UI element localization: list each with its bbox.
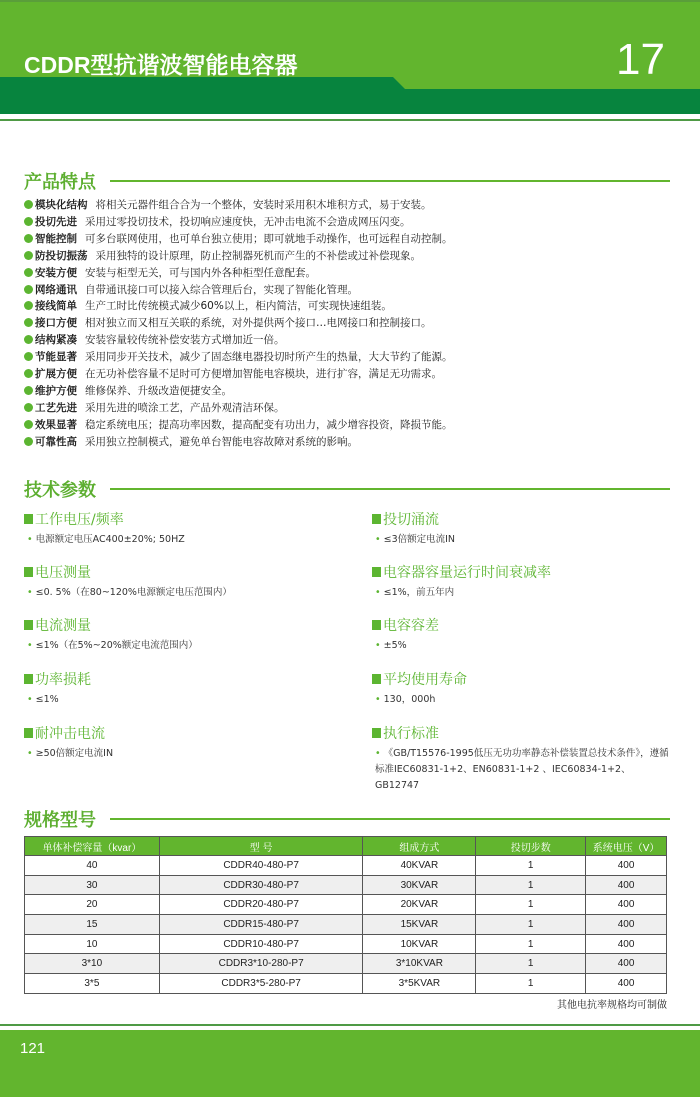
feature-desc: 相对独立而又相互关联的系统，对外提供两个接口…电网接口和控制接口。 — [85, 317, 432, 330]
table-header-row — [25, 837, 667, 856]
table-cell: 3*10 — [25, 954, 160, 974]
param-name: 电压测量 — [35, 565, 91, 581]
bullet-icon: • — [27, 694, 33, 705]
tech-param — [24, 669, 344, 708]
param-name: 功率损耗 — [35, 672, 91, 688]
feature-item — [24, 298, 453, 315]
specs-note: 其他电抗率规格均可制做 — [557, 1000, 667, 1011]
bullet-icon — [24, 437, 33, 446]
bullet-icon: • — [27, 587, 33, 598]
table-cell: 3*5 — [25, 974, 160, 994]
table-row — [25, 934, 667, 954]
table-row — [25, 915, 667, 935]
param-name: 平均使用寿命 — [383, 672, 467, 688]
param-name: 耐冲击电流 — [35, 726, 105, 742]
param-heading — [24, 615, 344, 635]
bullet-icon — [24, 200, 33, 209]
param-value-text: ≤0. 5%（在80~120%电源额定电压范围内） — [35, 587, 232, 598]
table-cell: 400 — [586, 974, 667, 994]
param-value — [372, 746, 672, 794]
bullet-icon — [24, 403, 33, 412]
param-value — [372, 638, 672, 654]
table-cell: 1 — [476, 875, 586, 895]
param-heading — [372, 562, 672, 582]
param-value-text: 电源额定电压AC400±20%; 50HZ — [35, 534, 185, 545]
bullet-icon — [24, 369, 33, 378]
bullet-icon: • — [375, 748, 381, 759]
header-divider — [0, 119, 700, 121]
feature-desc: 采用先进的喷涂工艺，产品外观清洁环保。 — [85, 401, 285, 414]
features-list — [24, 197, 453, 451]
feature-item — [24, 197, 453, 214]
feature-item — [24, 248, 453, 265]
table-cell: 1 — [476, 954, 586, 974]
feature-desc: 可多台联网使用，也可单台独立使用；即可就地手动操作，也可远程自动控制。 — [85, 232, 453, 245]
feature-desc: 将相关元器件组合合为一个整体，安装时采用积木堆积方式，易于安装。 — [95, 199, 432, 211]
bullet-icon: • — [375, 640, 381, 651]
divider — [110, 180, 670, 182]
divider — [110, 488, 670, 490]
table-cell: 30 — [25, 875, 160, 895]
page-number: 121 — [20, 1040, 46, 1057]
column-header: 系统电压（V） — [586, 837, 667, 856]
square-bullet-icon — [372, 514, 381, 524]
table-cell: 10KVAR — [363, 934, 476, 954]
table-cell: CDDR40-480-P7 — [159, 856, 363, 876]
bullet-icon — [24, 352, 33, 361]
table-cell: 400 — [586, 875, 667, 895]
page-footer — [0, 1030, 700, 1097]
bullet-icon: • — [27, 640, 33, 651]
square-bullet-icon — [372, 620, 381, 630]
page-header — [0, 0, 700, 112]
table-row — [25, 856, 667, 876]
feature-item — [24, 349, 453, 366]
square-bullet-icon — [24, 728, 33, 738]
param-value-text: ≤1%（在5%~20%额定电流范围内） — [35, 640, 198, 651]
tech-param — [24, 615, 344, 654]
param-value — [24, 532, 344, 548]
feature-item — [24, 366, 453, 383]
param-heading — [24, 669, 344, 689]
bullet-icon — [24, 420, 33, 429]
section-tech-heading — [24, 476, 670, 502]
bullet-icon — [24, 234, 33, 243]
param-heading — [24, 562, 344, 582]
tech-param — [372, 669, 672, 708]
section-title: 规格型号 — [24, 810, 96, 831]
feature-desc: 采用同步开关技术，减少了固态继电器投切时所产生的热量，大大节约了能源。 — [85, 351, 453, 364]
bullet-icon: • — [375, 694, 381, 705]
section-specs-heading — [24, 806, 670, 832]
feature-name: 接线简单 — [35, 300, 77, 313]
feature-name: 接口方便 — [35, 317, 77, 330]
bullet-icon — [24, 251, 33, 260]
feature-name: 效果显著 — [35, 418, 77, 431]
table-cell: 1 — [476, 895, 586, 915]
header-band — [0, 77, 700, 114]
table-cell: 10 — [25, 934, 160, 954]
column-header: 投切步数 — [476, 837, 586, 856]
param-heading — [24, 509, 344, 529]
bullet-icon — [24, 318, 33, 327]
bullet-icon — [24, 285, 33, 294]
feature-item — [24, 383, 453, 400]
table-cell: 400 — [586, 895, 667, 915]
table-cell: 400 — [586, 934, 667, 954]
feature-desc: 采用过零投切技术，投切响应速度快，无冲击电流不会造成网压闪变。 — [85, 215, 411, 228]
square-bullet-icon — [372, 728, 381, 738]
feature-name: 安装方便 — [35, 266, 77, 279]
section-title: 产品特点 — [24, 172, 96, 193]
tech-param — [372, 562, 672, 601]
bullet-icon: • — [375, 534, 381, 545]
feature-desc: 生产工时比传统模式减少60%以上，柜内简洁，可实现快速组装。 — [85, 300, 392, 313]
param-value-text: 《GB/T15576-1995低压无功功率静态补偿装置总技术条件》，遵循标准IEC60831-1+2、EN60831-1+2 、IEC60834-1+2、GB12747 — [375, 748, 669, 791]
bullet-icon — [24, 386, 33, 395]
square-bullet-icon — [24, 620, 33, 630]
param-heading — [372, 615, 672, 635]
table-cell: 20 — [25, 895, 160, 915]
param-value-text: ≤1%，前五年内 — [383, 587, 455, 598]
param-value-text: ≤1% — [35, 694, 59, 705]
bullet-icon — [24, 217, 33, 226]
param-name: 电容容差 — [383, 618, 439, 634]
bullet-icon: • — [27, 748, 33, 759]
feature-desc: 安装与柜型无关，可与国内外各种柜型任意配套。 — [85, 266, 316, 279]
param-heading — [372, 669, 672, 689]
param-value — [372, 585, 672, 601]
table-cell: 3*5KVAR — [363, 974, 476, 994]
table-cell: CDDR20-480-P7 — [159, 895, 363, 915]
table-cell: 1 — [476, 915, 586, 935]
column-header: 单体补偿容量（kvar） — [25, 837, 160, 856]
param-value-text: 130，000h — [383, 694, 436, 705]
param-name: 电容器容量运行时间衰减率 — [383, 565, 551, 581]
table-cell: 15KVAR — [363, 915, 476, 935]
table-row — [25, 875, 667, 895]
section-title: 技术参数 — [24, 480, 96, 501]
table-cell: CDDR3*10-280-P7 — [159, 954, 363, 974]
param-value — [24, 638, 344, 654]
table-row — [25, 895, 667, 915]
feature-item — [24, 400, 453, 417]
tech-param — [24, 562, 344, 601]
table-cell: 3*10KVAR — [363, 954, 476, 974]
param-value-text: ±5% — [383, 640, 407, 651]
param-value-text: ≤3倍额定电流IN — [383, 534, 456, 545]
feature-item — [24, 434, 453, 451]
table-row — [25, 954, 667, 974]
feature-name: 网络通讯 — [35, 283, 77, 296]
param-name: 投切涌流 — [383, 512, 439, 528]
bullet-icon: • — [27, 534, 33, 545]
feature-desc: 自带通讯接口可以接入综合管理后台，实现了智能化管理。 — [85, 283, 358, 296]
section-features-heading — [24, 168, 670, 194]
param-value — [372, 532, 672, 548]
param-value — [372, 692, 672, 708]
square-bullet-icon — [24, 674, 33, 684]
param-heading — [24, 723, 344, 743]
feature-item — [24, 214, 453, 231]
feature-name: 投切先进 — [35, 215, 77, 228]
feature-name: 防投切振荡 — [35, 249, 88, 262]
table-cell: 15 — [25, 915, 160, 935]
table-cell: 400 — [586, 954, 667, 974]
bullet-icon — [24, 268, 33, 277]
param-value — [24, 585, 344, 601]
square-bullet-icon — [24, 567, 33, 577]
feature-name: 节能显著 — [35, 351, 77, 364]
table-cell: CDDR30-480-P7 — [159, 875, 363, 895]
table-cell: 40KVAR — [363, 856, 476, 876]
table-cell: CDDR10-480-P7 — [159, 934, 363, 954]
feature-desc: 在无功补偿容量不足时可方便增加智能电容模块，进行扩容，满足无功需求。 — [85, 368, 442, 381]
tech-param — [24, 509, 344, 548]
param-heading — [372, 509, 672, 529]
bullet-icon — [24, 301, 33, 310]
feature-name: 智能控制 — [35, 232, 77, 245]
feature-name: 工艺先进 — [35, 401, 77, 414]
column-header: 组成方式 — [363, 837, 476, 856]
page-title: CDDR型抗谐波智能电容器 — [24, 52, 298, 78]
param-name: 执行标准 — [383, 726, 439, 742]
column-header: 型 号 — [159, 837, 363, 856]
feature-item — [24, 332, 453, 349]
feature-name: 扩展方便 — [35, 368, 77, 381]
table-cell: 20KVAR — [363, 895, 476, 915]
tech-param — [372, 723, 672, 794]
tech-param — [372, 615, 672, 654]
table-cell: 1 — [476, 934, 586, 954]
feature-item — [24, 282, 453, 299]
feature-item — [24, 231, 453, 248]
param-value — [24, 692, 344, 708]
table-cell: 40 — [25, 856, 160, 876]
square-bullet-icon — [372, 567, 381, 577]
feature-item — [24, 417, 453, 434]
square-bullet-icon — [372, 674, 381, 684]
table-cell: 30KVAR — [363, 875, 476, 895]
param-value-text: ≥50倍额定电流IN — [35, 748, 114, 759]
table-cell: 1 — [476, 974, 586, 994]
feature-name: 结构紧凑 — [35, 334, 77, 347]
feature-item — [24, 315, 453, 332]
tech-param — [24, 723, 344, 762]
table-row — [25, 974, 667, 994]
feature-item — [24, 265, 453, 282]
param-heading — [372, 723, 672, 743]
divider — [110, 818, 670, 820]
bullet-icon: • — [375, 587, 381, 598]
footer-divider — [0, 1024, 700, 1026]
feature-desc: 稳定系统电压；提高功率因数，提高配变有功出力，减少增容投资，降损节能。 — [85, 418, 453, 431]
table-cell: 400 — [586, 856, 667, 876]
table-cell: 1 — [476, 856, 586, 876]
specs-table — [24, 836, 667, 994]
feature-desc: 采用独立控制模式，避免单台智能电容故障对系统的影响。 — [85, 435, 358, 448]
feature-name: 可靠性高 — [35, 435, 77, 448]
chapter-number: 17 — [616, 35, 665, 84]
feature-desc: 安装容量较传统补偿安装方式增加近一倍。 — [85, 334, 285, 347]
feature-name: 模块化结构 — [35, 199, 88, 211]
feature-desc: 采用独特的设计原理，防止控制器死机而产生的不补偿或过补偿现象。 — [95, 249, 421, 262]
tech-param — [372, 509, 672, 548]
feature-name: 维护方便 — [35, 384, 77, 397]
feature-desc: 维修保养、升级改造便捷安全。 — [85, 384, 232, 397]
square-bullet-icon — [24, 514, 33, 524]
param-name: 电流测量 — [35, 618, 91, 634]
param-name: 工作电压/频率 — [35, 512, 124, 528]
bullet-icon — [24, 335, 33, 344]
table-cell: 400 — [586, 915, 667, 935]
table-cell: CDDR3*5-280-P7 — [159, 974, 363, 994]
param-value — [24, 746, 344, 762]
table-cell: CDDR15-480-P7 — [159, 915, 363, 935]
